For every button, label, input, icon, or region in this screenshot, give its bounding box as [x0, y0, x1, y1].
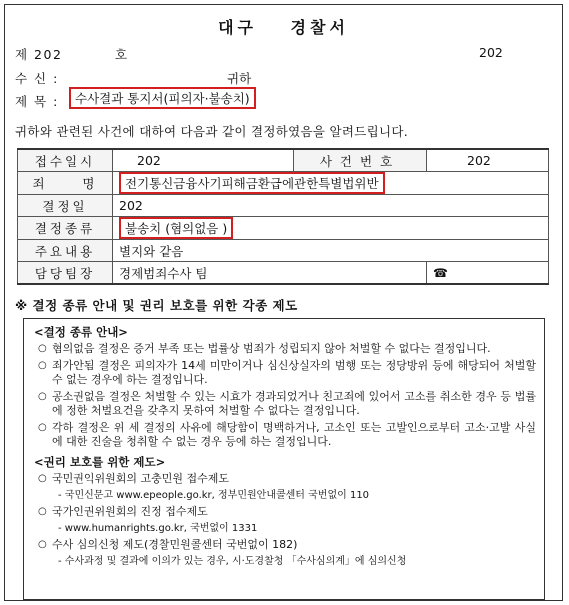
bullet-icon: ○ — [38, 422, 47, 433]
table-row — [18, 172, 549, 195]
bullet-icon: ○ — [38, 473, 47, 484]
case-info-table — [17, 148, 549, 285]
list-item — [38, 421, 536, 449]
document-title: 대구 경찰서 — [218, 18, 349, 37]
doc-number-suffix: 호 — [115, 47, 128, 62]
table-row — [18, 217, 549, 240]
charge-label: 죄 명 — [18, 172, 113, 195]
case-no-value: 202 — [427, 149, 549, 172]
table-row — [18, 195, 549, 217]
section-title: ※ 결정 종류 안내 및 권리 보호를 위한 각종 제도 — [15, 298, 298, 313]
doc-number — [15, 45, 62, 63]
team-value: 경제범죄수사 팀 — [113, 262, 427, 285]
team-label: 담당팀장 — [18, 262, 113, 285]
charge-highlight: 전기통신금융사기피해금환급에관한특별법위반 — [119, 172, 385, 194]
charge-value — [113, 172, 549, 195]
list-item-text: 공소권없음 결정은 처벌할 수 있는 시효가 경과되었거나 친고죄에 있어서 고소를 취소한 경우 등 법률에 정한 처벌요건을 갖추지 못하여 처벌할 수 없다는 결정입니다. — [52, 390, 536, 417]
list-item — [38, 505, 536, 519]
decision-type-value — [113, 217, 549, 240]
recipient-value: 귀하 — [227, 71, 252, 86]
subject-label: 제 목 : — [15, 94, 59, 109]
list-item — [38, 342, 536, 356]
main-content-value: 별지와 같음 — [113, 240, 549, 262]
notice-document — [4, 4, 563, 601]
decision-guide-heading: <결정 종류 안내> — [34, 325, 128, 339]
subject-highlight: 수사결과 통지서(피의자·불송치) — [69, 87, 256, 109]
bullet-icon: ○ — [38, 539, 47, 550]
list-item-text: 국가인권위원회의 진정 접수제도 — [52, 505, 208, 518]
list-item-detail: - 수사과정 및 결과에 이의가 있는 경우, 시·도경찰청 「수사심의계」에 심의신청 — [58, 556, 407, 567]
issue-date: 202 — [479, 45, 503, 60]
decision-type-highlight: 불송치 (혐의없음 ) — [119, 217, 233, 239]
list-item-detail: - 국민신문고 www.epeople.go.kr, 정부민원안내콜센터 국번없이 110 — [58, 490, 370, 501]
bullet-icon: ○ — [38, 343, 47, 354]
list-item — [38, 538, 536, 552]
subject-value — [69, 87, 256, 109]
case-no-label: 사건번호 — [294, 149, 427, 172]
bullet-icon: ○ — [38, 360, 47, 371]
decision-type-label: 결정종류 — [18, 217, 113, 240]
list-item-detail: - www.humanrights.go.kr, 국번없이 1331 — [58, 523, 258, 534]
list-item-text: 각하 결정은 위 세 결정의 사유에 해당함이 명백하거나, 고소인 또는 고발인으로부터 고소·고발 사실에 대한 진술을 청취할 수 없는 경우 등에 하는 결정입니다. — [52, 421, 536, 448]
decision-date-value: 202 — [113, 195, 549, 217]
phone-cell — [427, 262, 549, 285]
bullet-icon: ○ — [38, 506, 47, 517]
list-item — [38, 390, 536, 418]
list-item-text: 국민권익위원회의 고충민원 접수제도 — [52, 472, 230, 485]
guide-box — [23, 318, 545, 600]
list-item — [38, 472, 536, 486]
list-item-text: 혐의없음 결정은 증거 부족 또는 법률상 범죄가 성립되지 않아 처벌할 수 없다는 결정입니다. — [52, 342, 491, 355]
list-item — [38, 359, 536, 387]
recipient-label: 수 신 : — [15, 71, 59, 86]
received-value: 202 — [113, 149, 294, 172]
received-label: 접수일시 — [18, 149, 113, 172]
table-row — [18, 262, 549, 285]
notice-text: 귀하와 관련된 사건에 대하여 다음과 같이 결정하였음을 알려드립니다. — [15, 124, 409, 139]
list-item-text: 죄가안됨 결정은 피의자가 14세 미만이거나 심신상실자의 범행 또는 정당방위 등에 해당되어 처벌할 수 없는 경우에 하는 결정입니다. — [52, 359, 536, 386]
telephone-icon: ☎ — [433, 266, 448, 280]
bullet-icon: ○ — [38, 391, 47, 402]
doc-number-label: 제 202 — [15, 47, 63, 62]
list-item-text: 수사 심의신청 제도(경찰민원콜센터 국번없이 182) — [52, 538, 298, 551]
decision-date-label: 결정일 — [18, 195, 113, 217]
table-row — [18, 149, 549, 172]
table-row — [18, 240, 549, 262]
main-content-label: 주요내용 — [18, 240, 113, 262]
rights-guide-heading: <권리 보호를 위한 제도> — [34, 455, 166, 469]
